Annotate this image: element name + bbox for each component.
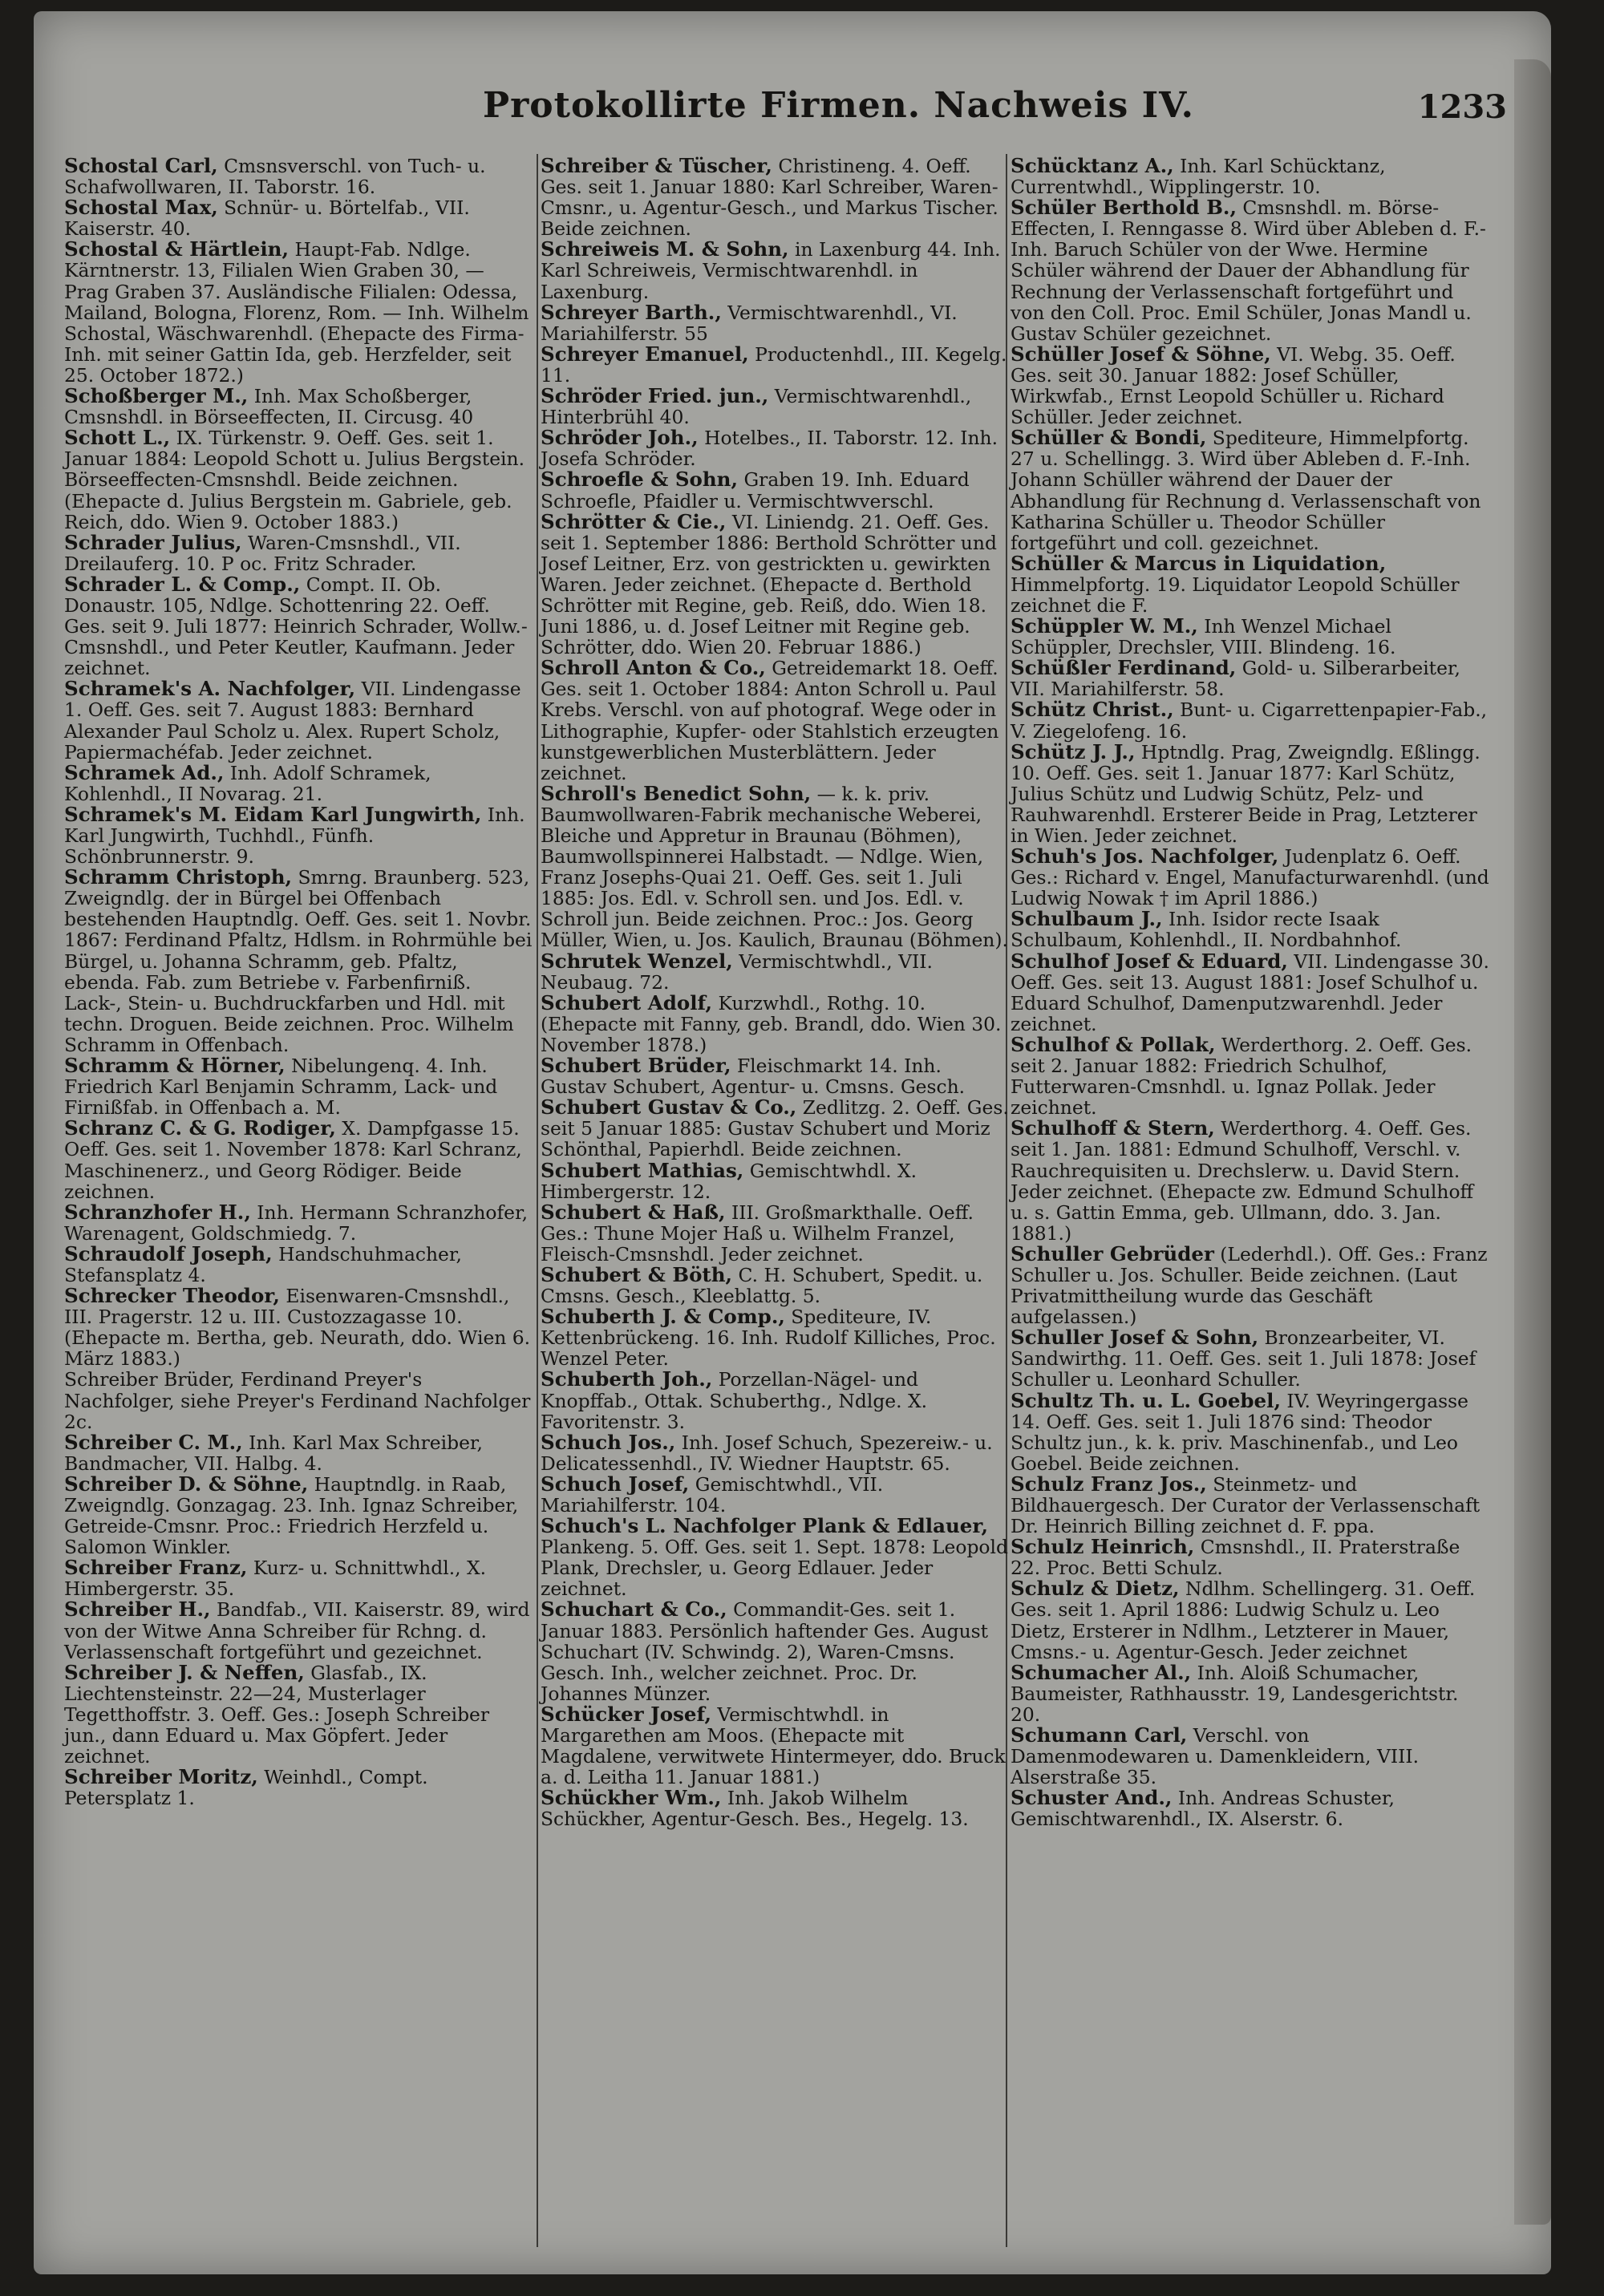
firm-name: Schrader L. & Comp., <box>64 572 301 596</box>
directory-entry <box>64 1557 533 1599</box>
firm-name: Schranzhofer H., <box>64 1200 251 1224</box>
directory-entry <box>541 239 1009 302</box>
firm-name: Schreiber C. M., <box>64 1430 243 1454</box>
firm-name: Schüppler W. M., <box>1011 614 1198 638</box>
directory-entry <box>1011 951 1490 1035</box>
directory-entry <box>64 1599 533 1662</box>
firm-name: Schüller Josef & Söhne, <box>1011 342 1271 366</box>
directory-entry <box>541 302 1009 344</box>
directory-entry <box>64 156 533 197</box>
directory-entry <box>541 1516 1009 1599</box>
directory-entry <box>1011 846 1490 909</box>
directory-entry <box>64 574 533 678</box>
firm-name: Schreiber J. & Neffen, <box>64 1660 305 1684</box>
firm-details: Plankeng. 5. Off. Ges. seit 1. Sept. 1878: Leopold Plank, Drechsler, u. Georg Edlauer. Jeder zeichnet. <box>541 1536 1008 1601</box>
directory-entry <box>541 1474 1009 1516</box>
firm-details: Commandit-Ges. seit 1. Januar 1883. Persönlich haftender Ges. August Schuchart (IV. Schwindg. 2), Waren-Cmsns. Gesch. Inh., welcher zeichnet. Proc. Dr. Johannes Münzer. <box>541 1598 989 1705</box>
firm-name: Schuh's Jos. Nachfolger, <box>1011 844 1279 869</box>
firm-details: Gemischtwhdl. X. Himbergerstr. 12. <box>541 1159 917 1203</box>
directory-entry <box>541 1369 1009 1431</box>
firm-details: VI. Liniendg. 21. Oeff. Ges. seit 1. September 1886: Berthold Schrötter und Josef Leitner, Erz. von gestrickten u. gewirkten Waren. Jeder zeichnet. (Ehepacte d. Berthold Schrötter mit Regine, geb. Reiß, ddo. Wien 18. Juni 1886, u. d. Josef Leitner mit Regine geb. Schrötter, ddo. Wien 20. Februar 1886.) <box>541 510 997 659</box>
directory-entry <box>1011 553 1490 616</box>
firm-name: Schulz & Dietz, <box>1011 1577 1180 1601</box>
directory-entry <box>1011 616 1490 658</box>
firm-name: Schüler Berthold B., <box>1011 196 1237 220</box>
running-title: Protokollirte Firmen. Nachweis IV. <box>483 85 1194 126</box>
firm-details: Inh. Aloiß Schumacher, Baumeister, Rathhausstr. 19, Landesgerichtstr. 20. <box>1011 1661 1459 1726</box>
firm-name: Schreyer Emanuel, <box>541 342 749 366</box>
directory-entry <box>1011 197 1490 344</box>
directory-entry <box>541 156 1009 239</box>
firm-details: IV. Weyringergasse 14. Oeff. Ges. seit 1. Juli 1876 sind: Theodor Schultz jun., k. k. priv. Maschinenfab., und Leo Goebel. Beide zeichnen. <box>1011 1389 1469 1475</box>
firm-details: Himmelpfortg. 19. Liquidator Leopold Schüller zeichnet die F. <box>1011 573 1460 617</box>
firm-name: Schuch's L. Nachfolger Plank & Edlauer, <box>541 1514 989 1538</box>
firm-name: Schroll's Benedict Sohn, <box>541 781 812 805</box>
firm-name: Schroefle & Sohn, <box>541 468 739 492</box>
firm-name: Schücker Josef, <box>541 1702 711 1726</box>
firm-details: Spediteure, IV. Kettenbrückeng. 16. Inh. Rudolf Killiches, Proc. Wenzel Peter. <box>541 1306 996 1371</box>
firm-name: Schulz Franz Jos., <box>1011 1472 1207 1496</box>
firm-details: Eisenwaren-Cmsnshdl., III. Pragerstr. 12 u. III. Custozzagasse 10. (Ehepacte m. Bertha, geb. Neurath, ddo. Wien 6. März 1883.) <box>64 1285 531 1371</box>
firm-details: Cmsnsverschl. von Tuch- u. Schafwollwaren, II. Taborstr. 16. <box>64 155 486 199</box>
firm-name: Schulhof & Pollak, <box>1011 1032 1216 1056</box>
firm-details: Inh. Jakob Wilhelm Schückher, Agentur-Gesch. Bes., Hegelg. 13. <box>541 1787 969 1831</box>
firm-details: Judenplatz 6. Oeff. Ges.: Richard v. Engel, Manufacturwarenhdl. (und Ludwig Nowak † im April 1886.) <box>1011 845 1489 910</box>
firm-details: Inh. Andreas Schuster, Gemischtwarenhdl., IX. Alserstr. 6. <box>1011 1787 1395 1831</box>
firm-details: Smrng. Braunberg. 523, Zweigndlg. der in Bürgel bei Offenbach bestehenden Hauptndlg. Oeff. Ges. seit 1. Novbr. 1867: Ferdinand Pfaltz, Hdlsm. in Rohrmühle bei Bürgel, u. Johanna Schramm, geb. Pfaltz, ebenda. Fab. zum Betriebe v. Farbenfirniß. Lack-, Stein- u. Buchdruckfarben und Hdl. mit techn. Droguen. Beide zeichnen. Proc. Wilhelm Schramm in Offenbach. <box>64 866 533 1056</box>
firm-name: Schuchart & Co., <box>541 1597 727 1622</box>
firm-details: Bunt- u. Cigarrettenpapier-Fab., V. Ziegelofeng. 16. <box>1011 699 1488 743</box>
firm-details: VII. Lindengasse 1. Oeff. Ges. seit 7. August 1883: Bernhard Alexander Paul Scholz u. Alex. Rupert Scholz, Papiermachéfab. Jeder zeichnet. <box>64 678 521 763</box>
firm-name: Schuberth J. & Comp., <box>541 1305 785 1329</box>
firm-details: Spediteure, Himmelpfortg. 27 u. Schellingg. 3. Wird über Ableben d. F.-Inh. Johann Schüller während der Dauer der Abhandlung für Rechnung d. Verlassenschaft von Katharina Schüller u. Theodor Schüller fortgeführt und coll. gezeichnet. <box>1011 427 1481 554</box>
firm-details: Steinmetz- und Bildhauergesch. Der Curator der Verlassenschaft Dr. Heinrich Billing zeichnet d. F. ppa. <box>1011 1472 1480 1538</box>
firm-details: Vermischtwhdl., VII. Neubaug. 72. <box>541 950 933 994</box>
directory-entry <box>1011 1032 1490 1120</box>
firm-details: Cmsnshdl. m. Börse-Effecten, I. Renngasse 8. Wird über Ableben d. F.-Inh. Baruch Schüler von der Wwe. Hermine Schüler während der Dauer der Abhandlung für Rechnung der Verlassenschaft fortgeführt und von den Coll. Proc. Emil Schüler, Jonas Mandl u. Gustav Schüler gezeichnet. <box>1011 196 1486 345</box>
directory-entry <box>1011 1537 1490 1578</box>
firm-details: Fleischmarkt 14. Inh. Gustav Schubert, Agentur- u. Cmsns. Gesch. <box>541 1055 966 1099</box>
directory-entry <box>64 239 533 386</box>
firm-details: Verschl. von Damenmodewaren u. Damenkleidern, VIII. Alserstraße 35. <box>1011 1724 1420 1789</box>
firm-name: Schubert Adolf, <box>541 990 713 1014</box>
directory-entry <box>541 658 1009 784</box>
directory-entry <box>541 1202 1009 1265</box>
firm-name: Schramek's A. Nachfolger, <box>64 677 356 701</box>
directory-entry <box>541 469 1009 511</box>
firm-name: Schulbaum J., <box>1011 907 1163 931</box>
firm-details: Porzellan-Nägel- und Knopffab., Ottak. Schuberthg., Ndlge. X. Favoritenstr. 3. <box>541 1368 928 1433</box>
firm-name: Schulz Heinrich, <box>1011 1535 1195 1559</box>
firm-name: Schranz C. & G. Rodiger, <box>64 1116 336 1140</box>
firm-details: VI. Webg. 35. Oeff. Ges. seit 30. Januar 1882: Josef Schüller, Wirkwfab., Ernst Leopold Schüller u. Richard Schüller. Jeder zeichnet. <box>1011 342 1456 429</box>
firm-name: Schoßberger M., <box>64 384 249 408</box>
firm-name: Schröder Fried. jun., <box>541 384 769 408</box>
column-1 <box>64 156 533 1808</box>
firm-name: Schubert Brüder, <box>541 1054 731 1078</box>
firm-name: Schramm & Hörner, <box>64 1054 286 1078</box>
directory-entry <box>541 781 1009 952</box>
firm-details: Inh. Karl Schücktanz, Currentwhdl., Wipplingerstr. 10. <box>1011 155 1386 199</box>
firm-name: Schrötter & Cie., <box>541 509 727 533</box>
firm-name: Schuller Josef & Sohn, <box>1011 1326 1259 1350</box>
firm-details: Bronzearbeiter, VI. Sandwirthg. 11. Oeff. Ges. seit 1. Juli 1878: Josef Schuller u. Leonhard Schuller. <box>1011 1326 1476 1391</box>
firm-name: Schreiber H., <box>64 1597 211 1622</box>
firm-details: Haupt-Fab. Ndlge. Kärntnerstr. 13, Filialen Wien Graben 30, — Prag Graben 37. Ausländische Filialen: Odessa, Mailand, Bologna, Florenz, Rom. — Inh. Wilhelm Schostal, Wäschwarenhdl. (Ehepacte des Firma-Inh. mit seiner Gattin Ida, geb. Herzfelder, seit 25. October 1872.) <box>64 238 529 387</box>
directory-entry <box>1011 156 1490 197</box>
firm-name: Schrecker Theodor, <box>64 1284 280 1308</box>
firm-details: — k. k. priv. Baumwollwaren-Fabrik mechanische Weberei, Bleiche und Appretur in Braunau (Böhmen), Baumwollspinnerei Halbstadt. — Ndlge. Wien, Franz Josephs-Quai 21. Oeff. Ges. seit 1. Juli 1885: Jos. Edl. v. Schroll sen. und Jos. Edl. v. Schroll jun. Beide zeichnen. Proc.: Jos. Georg Müller, Wien, u. Jos. Kaulich, Braunau (Böhmen). <box>541 782 1008 952</box>
firm-name: Schroll Anton & Co., <box>541 656 766 680</box>
directory-entry <box>64 1202 533 1244</box>
directory-entry <box>1011 1474 1490 1537</box>
directory-entry <box>64 1055 533 1118</box>
firm-name: Schüller & Bondi, <box>1011 426 1207 450</box>
firm-name: Schramek's M. Eidam Karl Jungwirth, <box>64 802 482 826</box>
firm-details: Inh. Karl Max Schreiber, Bandmacher, VII. Halbg. 4. <box>64 1431 483 1475</box>
directory-entry <box>64 1118 533 1201</box>
firm-name: Schostal & Härtlein, <box>64 237 290 261</box>
firm-details: VII. Lindengasse 30. Oeff. Ges. seit 13. August 1881: Josef Schulhof u. Eduard Schulhof, Damenputzwarenhdl. Jeder zeichnet. <box>1011 950 1489 1035</box>
directory-entry <box>64 760 533 805</box>
firm-name: Schücktanz A., <box>1011 154 1174 177</box>
firm-name: Schütz J. J., <box>1011 739 1136 763</box>
firm-details: Inh. Karl Jungwirth, Tuchhdl., Fünfh. Schönbrunnerstr. 9. <box>64 803 525 869</box>
firm-details: Inh. Hermann Schranzhofer, Warenagent, Goldschmiedg. 7. <box>64 1201 529 1245</box>
directory-entry <box>64 386 533 427</box>
firm-details: Weinhdl., Compt. Petersplatz 1. <box>64 1766 428 1810</box>
firm-name: Schulhof Josef & Eduard, <box>1011 949 1288 973</box>
firm-name: Schumacher Al., <box>1011 1660 1192 1684</box>
firm-name: Schramek Ad., <box>64 760 225 784</box>
firm-name: Schreyer Barth., <box>541 300 722 324</box>
firm-details: Handschuhmacher, Stefansplatz 4. <box>64 1242 462 1286</box>
firm-details: in Laxenburg 44. Inh. Karl Schreiweis, Vermischtwarenhdl. in Laxenburg. <box>541 238 1001 303</box>
firm-details: Compt. II. Ob. Donaustr. 105, Ndlge. Schottenring 22. Oeff. Ges. seit 9. Juli 1877: Heinrich Schrader, Wollw.-Cmsnshdl., und Peter Keutler, Kaufmann. Jeder zeichnet. <box>64 573 528 680</box>
firm-name: Schückher Wm., <box>541 1786 722 1810</box>
firm-details: IX. Türkenstr. 9. Oeff. Ges. seit 1. Januar 1884: Leopold Schott u. Julius Bergstein. Börseeffecten-Cmsnshdl. Beide zeichnen. (Ehepacte d. Julius Bergstein m. Gabriele, geb. Reich, ddo. Wien 9. October 1883.) <box>64 427 525 533</box>
directory-entry <box>64 867 533 1055</box>
column-3 <box>1011 156 1490 1830</box>
firm-details: X. Dampfgasse 15. Oeff. Ges. seit 1. November 1878: Karl Schranz, Maschinenerz., und Georg Rödiger. Beide zeichnen. <box>64 1117 522 1203</box>
directory-entry <box>541 1306 1009 1369</box>
firm-details: Hptndlg. Prag, Zweigndlg. Eßlingg. 10. Oeff. Ges. seit 1. Januar 1877: Karl Schütz, Julius Schütz und Ludwig Schütz, Pelz- und Rauhwarenhdl. Ersterer Beide in Prag, Letzterer in Wien. Jeder zeichnet. <box>1011 740 1480 847</box>
directory-entry <box>1011 344 1490 427</box>
directory-entry <box>64 1662 533 1767</box>
firm-name: Schultz Th. u. L. Goebel, <box>1011 1388 1281 1412</box>
directory-entry <box>541 1262 1009 1308</box>
directory-entry <box>64 1767 533 1808</box>
directory-entry <box>64 1432 533 1474</box>
firm-details: Schreiber Brüder, Ferdinand Preyer's Nachfolger, siehe Preyer's Ferdinand Nachfolger 2c. <box>64 1368 531 1433</box>
directory-entry <box>1011 699 1490 741</box>
directory-entry <box>64 427 533 532</box>
directory-entry <box>1011 1241 1490 1329</box>
directory-entry <box>541 1055 1009 1097</box>
firm-details: Hauptndlg. in Raab, Zweigndlg. Gonzagag. 23. Inh. Ignaz Schreiber, Getreide-Cmsnr. Proc.: Friedrich Herzfeld u. Salomon Winkler. <box>64 1472 519 1559</box>
firm-name: Schostal Carl, <box>64 154 218 177</box>
firm-name: Schraudolf Joseph, <box>64 1241 273 1265</box>
firm-name: Schuster And., <box>1011 1786 1173 1810</box>
directory-entry <box>1011 1118 1490 1244</box>
firm-details: Ndlhm. Schellingerg. 31. Oeff. Ges. seit 1. April 1886: Ludwig Schulz u. Leo Dietz, Ersterer in Ndlhm., Letzterer in Mauer, Cmsns.- u. Agentur-Gesch. Jeder zeichnet <box>1011 1577 1476 1663</box>
directory-entry <box>541 509 1009 659</box>
directory-entry <box>1011 909 1490 950</box>
directory-entry <box>1011 1662 1490 1725</box>
firm-details: C. H. Schubert, Spedit. u. Cmsns. Gesch., Kleeblattg. 5. <box>541 1263 983 1308</box>
firm-name: Schubert Gustav & Co., <box>541 1095 797 1120</box>
firm-name: Schubert & Haß, <box>541 1200 726 1224</box>
firm-name: Schott L., <box>64 426 171 450</box>
directory-entry <box>541 1160 1009 1202</box>
directory-entry <box>541 1788 1009 1829</box>
firm-details: Gold- u. Silberarbeiter, VII. Mariahilferstr. 58. <box>1011 657 1460 701</box>
firm-name: Schostal Max, <box>64 196 218 220</box>
directory-entry <box>541 1599 1009 1703</box>
column-rule <box>537 154 538 2247</box>
directory-entry <box>64 1241 533 1286</box>
firm-name: Schulhoff & Stern, <box>1011 1116 1215 1140</box>
firm-name: Schramm Christoph, <box>64 865 293 889</box>
directory-entry <box>1011 739 1490 847</box>
directory-entry <box>64 1286 533 1369</box>
firm-details: Graben 19. Inh. Eduard Schroefle, Pfaidler u. Vermischtwverschl. <box>541 468 970 512</box>
firm-name: Schreiweis M. & Sohn, <box>541 237 789 261</box>
firm-details: Nibelungenq. 4. Inh. Friedrich Karl Benjamin Schramm, Lack- und Firnißfab. in Offenbach a. M. <box>64 1055 498 1120</box>
column-2 <box>541 156 1009 1830</box>
directory-entry <box>541 990 1009 1056</box>
directory-entry <box>1011 1388 1490 1475</box>
firm-details: Kurz- u. Schnittwhdl., X. Himbergerstr. 35. <box>64 1557 487 1601</box>
directory-entry <box>541 427 1009 469</box>
directory-entry <box>1011 658 1490 699</box>
firm-details: Christineng. 4. Oeff. Ges. seit 1. Januar 1880: Karl Schreiber, Waren-Cmsnr., u. Agentur-Gesch., und Markus Tischer. Beide zeichnen. <box>541 155 998 241</box>
firm-details: Inh. Max Schoßberger, Cmsnshdl. in Börseeffecten, II. Circusg. 40 <box>64 385 474 429</box>
page-edge <box>1514 59 1551 2225</box>
firm-name: Schröder Joh., <box>541 426 699 450</box>
directory-entry <box>64 532 533 574</box>
directory-entry <box>64 1474 533 1557</box>
firm-details: (Lederhdl.). Off. Ges.: Franz Schuller u. Jos. Schuller. Beide zeichnen. (Laut Privatmittheilung wurde das Geschäft aufgelassen.) <box>1011 1242 1488 1329</box>
firm-details: Inh. Josef Schuch, Spezereiw.- u. Delicatessenhdl., IV. Wiedner Hauptstr. 65. <box>541 1431 993 1475</box>
firm-name: Schütz Christ., <box>1011 698 1174 722</box>
firm-details: Kurzwhdl., Rothg. 10. (Ehepacte mit Fanny, geb. Brandl, ddo. Wien 30. November 1878.) <box>541 991 1002 1056</box>
firm-details: Inh Wenzel Michael Schüppler, Drechsler, VIII. Blindeng. 16. <box>1011 615 1396 659</box>
firm-name: Schuch Jos., <box>541 1430 676 1454</box>
firm-details: Bandfab., VII. Kaiserstr. 89, wird von der Witwe Anna Schreiber für Rchng. d. Verlassenschaft fortgeführt und gezeichnet. <box>64 1598 530 1663</box>
directory-entry <box>64 678 533 762</box>
firm-name: Schubert & Böth, <box>541 1262 733 1286</box>
directory-entry <box>541 1097 1009 1160</box>
firm-details: Werderthorg. 2. Oeff. Ges. seit 2. Januar 1882: Friedrich Schulhof, Futterwaren-Cmsnhdl. u. Ignaz Pollak. Jeder zeichnet. <box>1011 1033 1472 1120</box>
directory-entry <box>1011 427 1490 553</box>
page-number: 1233 <box>1417 88 1507 126</box>
firm-name: Schrutek Wenzel, <box>541 949 733 973</box>
firm-details: Glasfab., IX. Liechtensteinstr. 22—24, Musterlager Tegetthoffstr. 3. Oeff. Ges.: Joseph Schreiber jun., dann Eduard u. Max Göpfert. Jeder zeichnet. <box>64 1661 490 1768</box>
firm-details: Vermischtwhdl. in Margarethen am Moos. (Ehepacte mit Magdalene, verwitwete Hintermeyer, ddo. Bruck a. d. Leitha 11. Januar 1881.) <box>541 1703 1006 1789</box>
firm-name: Schüßler Ferdinand, <box>1011 656 1237 680</box>
directory-entry <box>541 1432 1009 1474</box>
directory-entry <box>64 1369 533 1431</box>
page-header <box>34 85 1551 141</box>
directory-entry <box>1011 1788 1490 1829</box>
firm-name: Schreiber Moritz, <box>64 1765 258 1789</box>
firm-details: Inh. Adolf Schramek, Kohlenhdl., II Novarag. 21. <box>64 761 431 805</box>
directory-entry <box>541 386 1009 427</box>
directory-entry <box>1011 1725 1490 1788</box>
directory-entry <box>64 804 533 867</box>
firm-details: Inh. Isidor recte Isaak Schulbaum, Kohlenhdl., II. Nordbahnhof. <box>1011 908 1402 952</box>
firm-details: Vermischtwarenhdl., Hinterbrühl 40. <box>541 385 972 429</box>
firm-details: III. Großmarkthalle. Oeff. Ges.: Thune Mojer Haß u. Wilhelm Franzel, Fleisch-Cmsnshdl. Jeder zeichnet. <box>541 1201 974 1265</box>
directory-page <box>34 11 1551 2274</box>
firm-name: Schumann Carl, <box>1011 1723 1188 1747</box>
firm-name: Schrader Julius, <box>64 530 242 554</box>
firm-name: Schreiber Franz, <box>64 1556 248 1580</box>
directory-entry <box>64 197 533 239</box>
directory-entry <box>541 344 1009 386</box>
firm-name: Schubert Mathias, <box>541 1158 744 1182</box>
firm-name: Schuch Josef, <box>541 1472 690 1496</box>
firm-details: Waren-Cmsnshdl., VII. Dreilauferg. 10. P oc. Fritz Schrader. <box>64 531 461 575</box>
firm-details: Productenhdl., III. Kegelg. 11. <box>541 342 1007 387</box>
firm-name: Schüller & Marcus in Liquidation, <box>1011 551 1387 575</box>
firm-name: Schuller Gebrüder <box>1011 1241 1214 1265</box>
firm-name: Schreiber & Tüscher, <box>541 154 772 177</box>
directory-entry <box>541 951 1009 993</box>
firm-details: Vermischtwarenhdl., VI. Mariahilferstr. 55 <box>541 301 958 345</box>
firm-name: Schreiber D. & Söhne, <box>64 1472 309 1496</box>
directory-entry <box>541 1704 1009 1788</box>
firm-details: Hotelbes., II. Taborstr. 12. Inh. Josefa Schröder. <box>541 427 998 471</box>
firm-details: Getreidemarkt 18. Oeff. Ges. seit 1. October 1884: Anton Schroll u. Paul Krebs. Verschl. von auf photograf. Wege oder in Lithographie, Kupfer- oder Stahlstich erzeugten kunstgewerblichen Musterblättern. Jeder zeichnet. <box>541 657 999 784</box>
directory-entry <box>1011 1578 1490 1662</box>
firm-details: Werderthorg. 4. Oeff. Ges. seit 1. Jan. 1881: Edmund Schulhoff, Verschl. v. Rauchrequisiten u. Drechslerw. u. David Stern. Jeder zeichnet. (Ehepacte zw. Edmund Schulhoff u. s. Gattin Emma, geb. Ullmann, ddo. 3. Jan. 1881.) <box>1011 1117 1474 1245</box>
directory-entry <box>1011 1327 1490 1390</box>
firm-details: Zedlitzg. 2. Oeff. Ges. seit 5 Januar 1885: Gustav Schubert und Moriz Schönthal, Papierhdl. Beide zeichnen. <box>541 1096 1009 1161</box>
firm-name: Schuberth Joh., <box>541 1367 713 1391</box>
firm-details: Cmsnshdl., II. Praterstraße 22. Proc. Betti Schulz. <box>1011 1536 1460 1580</box>
firm-details: Schnür- u. Börtelfab., VII. Kaiserstr. 40. <box>64 196 470 241</box>
firm-details: Gemischtwhdl., VII. Mariahilferstr. 104. <box>541 1472 884 1516</box>
